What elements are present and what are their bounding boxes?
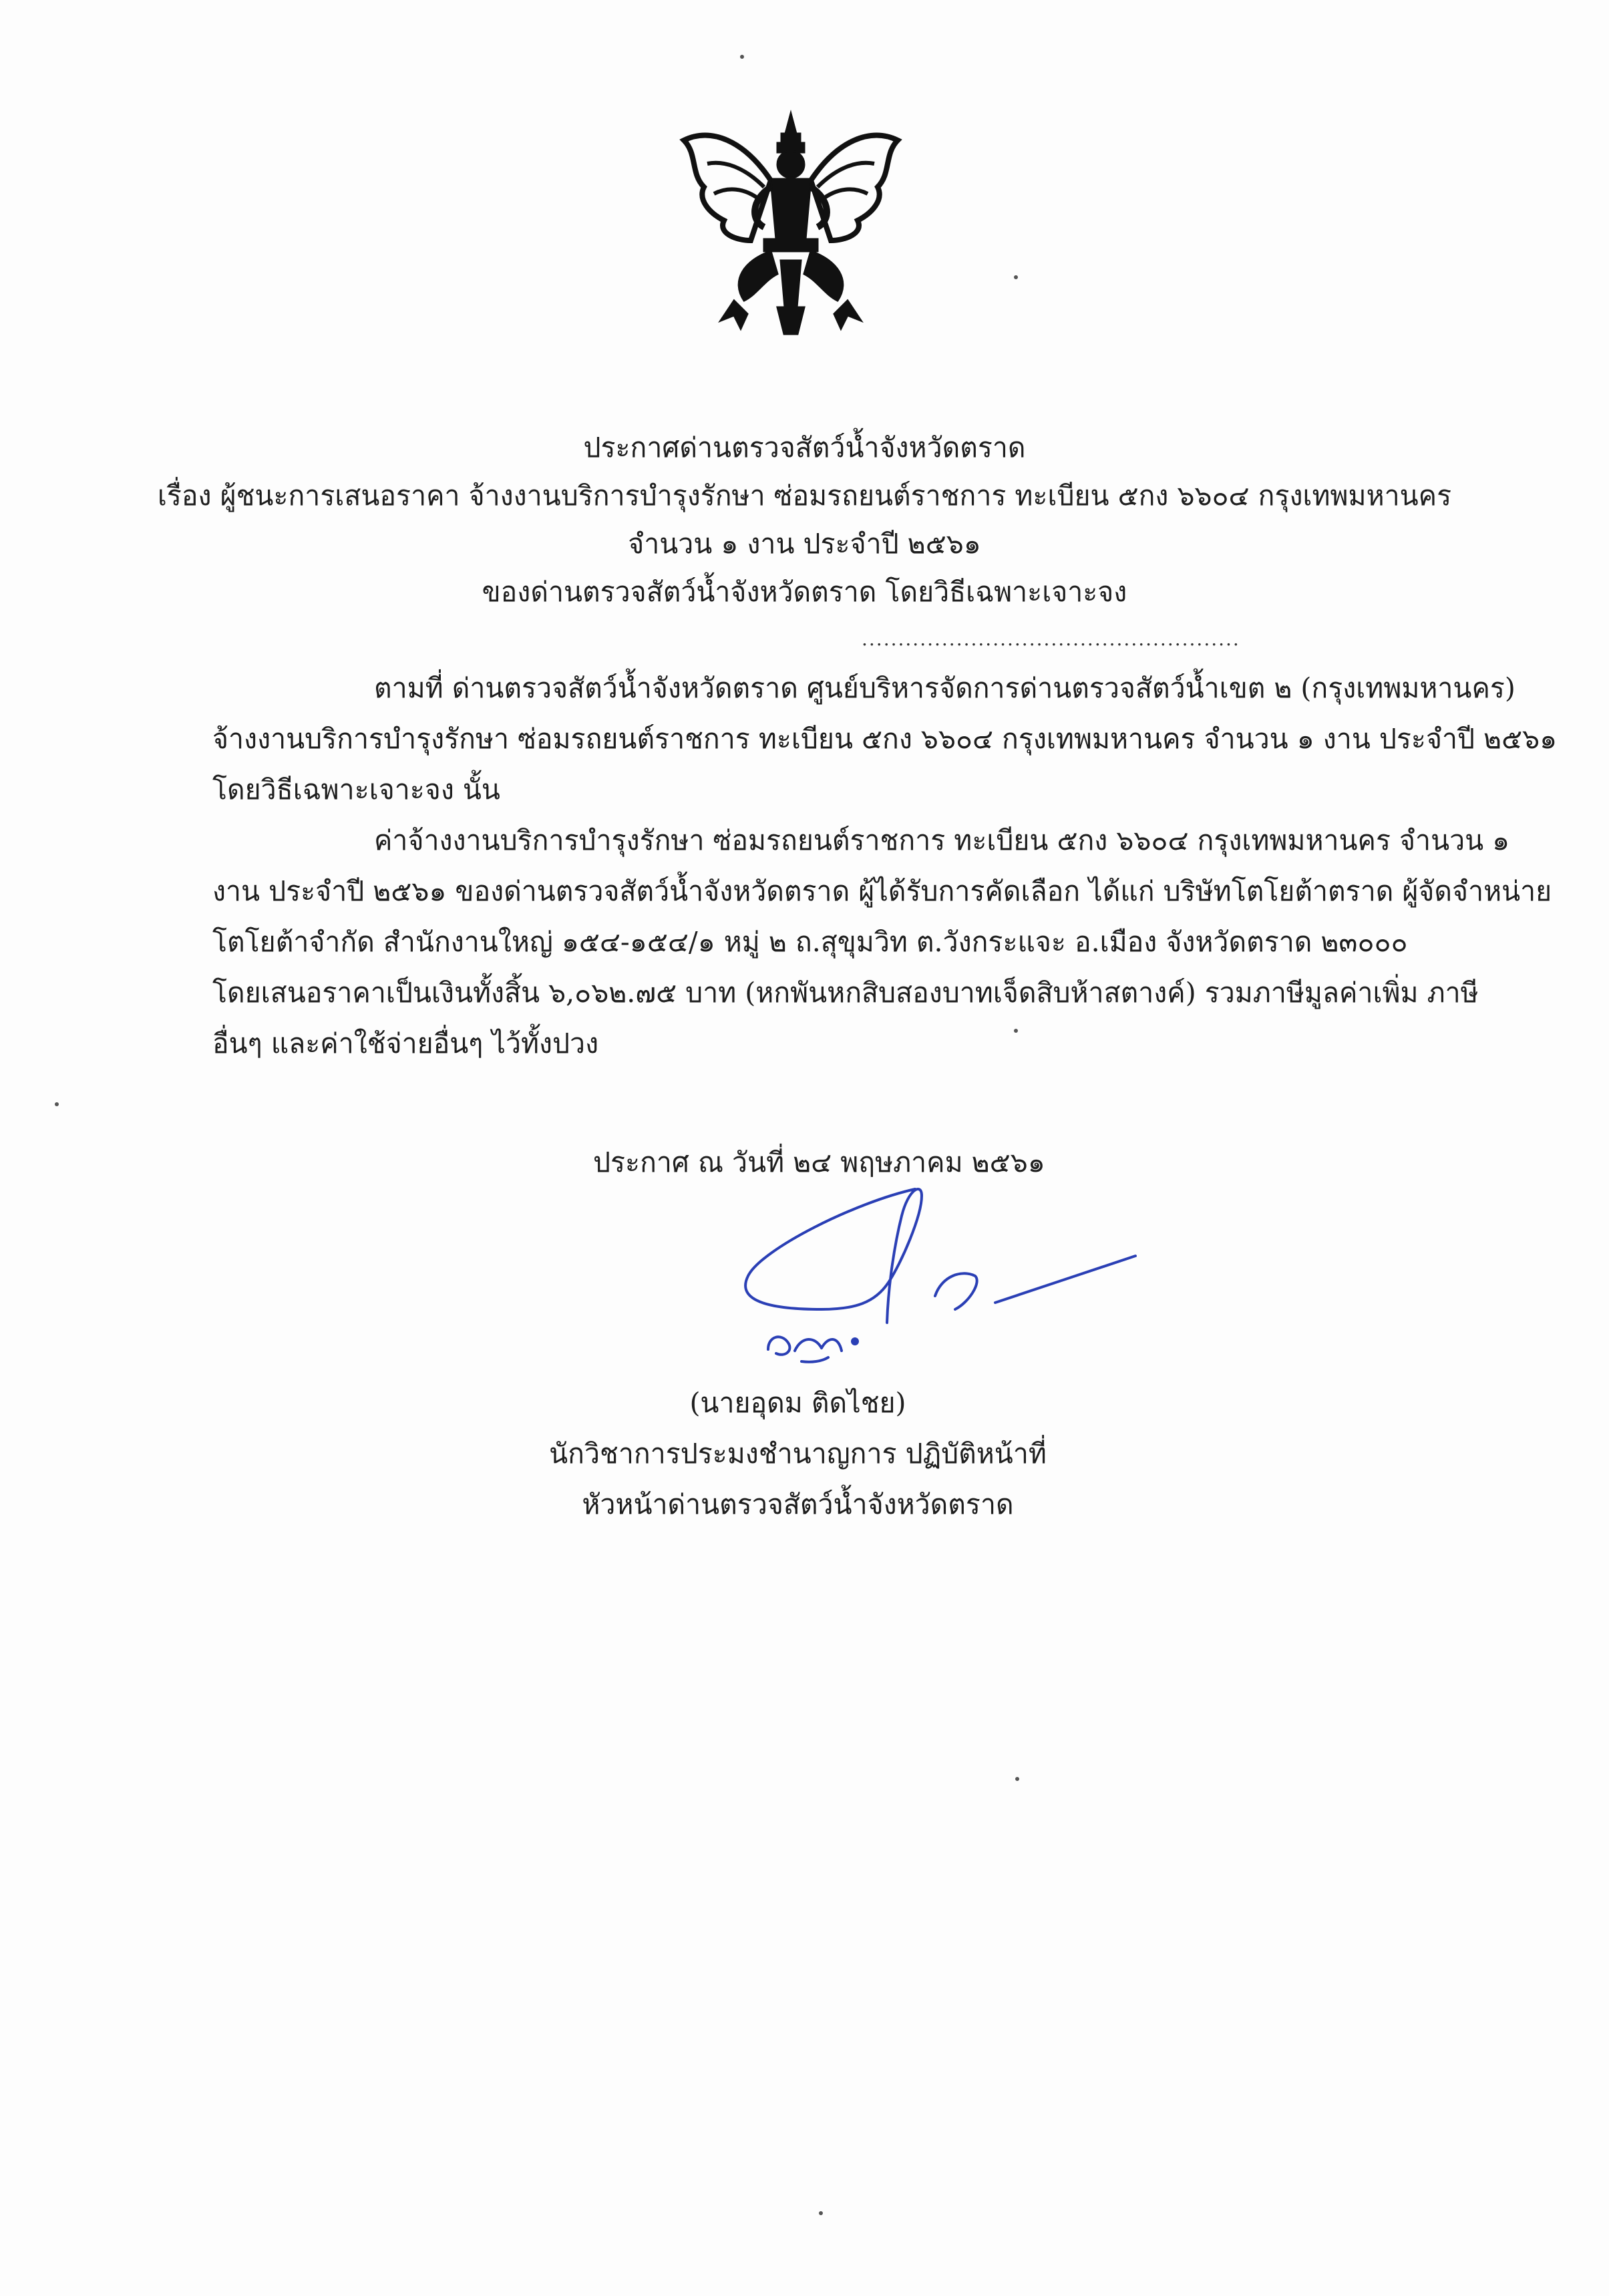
signatory-office: หัวหน้าด่านตรวจสัตว์น้ำจังหวัดตราด — [582, 1488, 1014, 1520]
paragraph-1-line-3: โดยวิธีเฉพาะเจาะจง นั้น — [212, 774, 500, 806]
scan-speck — [740, 55, 744, 59]
subject-line: เรื่อง ผู้ชนะการเสนอราคา จ้างงานบริการบำรุงรักษา ซ่อมรถยนต์ราชการ ทะเบียน ๕กง ๖๖๐๔ กรุงเทพมหานคร — [157, 480, 1452, 512]
scan-speck — [819, 2211, 823, 2215]
announcement-date: ประกาศ ณ วันที่ ๒๔ พฤษภาคม ๒๕๖๑ — [593, 1146, 1045, 1178]
scan-speck — [1014, 275, 1018, 279]
divider-dots: .................................................... — [862, 628, 1240, 650]
paragraph-2-line-1: ค่าจ้างงานบริการบำรุงรักษา ซ่อมรถยนต์ราชการ ทะเบียน ๕กง ๖๖๐๔ กรุงเทพมหานคร จำนวน ๑ — [374, 824, 1510, 856]
handwritten-signature-icon — [721, 1176, 1149, 1376]
subject-line-2: จำนวน ๑ งาน ประจำปี ๒๕๖๑ — [628, 528, 981, 560]
paragraph-1-line-1: ตามที่ ด่านตรวจสัตว์น้ำจังหวัดตราด ศูนย์บริหารจัดการด่านตรวจสัตว์น้ำเขต ๒ (กรุงเทพมหานคร) — [374, 672, 1515, 704]
scan-speck — [55, 1102, 59, 1106]
subject-line-3: ของด่านตรวจสัตว์น้ำจังหวัดตราด โดยวิธีเฉพาะเจาะจง — [482, 576, 1127, 608]
scan-speck — [1014, 1029, 1018, 1033]
paragraph-2-line-3: โตโยต้าจำกัด สำนักงานใหญ่ ๑๕๔-๑๕๔/๑ หมู่ ๒ ถ.สุขุมวิท ต.วังกระแจะ อ.เมือง จังหวัดตราด ๒๓๐๐๐ — [212, 926, 1408, 958]
signatory-name: (นายอุดม ติดไชย) — [689, 1387, 906, 1419]
paragraph-2-line-4: โดยเสนอราคาเป็นเงินทั้งสิ้น ๖,๐๖๒.๗๕ บาท (หกพันหกสิบสองบาทเจ็ดสิบห้าสตางค์) รวมภาษีมูลค่าเพิ่ม ภาษี — [212, 977, 1479, 1009]
paragraph-1-line-2: จ้างงานบริการบำรุงรักษา ซ่อมรถยนต์ราชการ ทะเบียน ๕กง ๖๖๐๔ กรุงเทพมหานคร จำนวน ๑ งาน ประจำปี ๒๕๖๑ — [212, 723, 1558, 755]
garuda-emblem-icon — [671, 100, 911, 347]
paragraph-2-line-5: อื่นๆ และค่าใช้จ่ายอื่นๆ ไว้ทั้งปวง — [212, 1027, 599, 1059]
paragraph-2-line-2: งาน ประจำปี ๒๕๖๑ ของด่านตรวจสัตว์น้ำจังหวัดตราด ผู้ได้รับการคัดเลือก ได้แก่ บริษัทโตโยต้าตราด ผู้จัดจำหน่าย — [212, 875, 1552, 907]
scan-speck — [1015, 1777, 1019, 1781]
document-title: ประกาศด่านตรวจสัตว์น้ำจังหวัดตราด — [583, 432, 1026, 464]
signatory-position: นักวิชาการประมงชำนาญการ ปฏิบัติหน้าที่ — [549, 1438, 1047, 1470]
